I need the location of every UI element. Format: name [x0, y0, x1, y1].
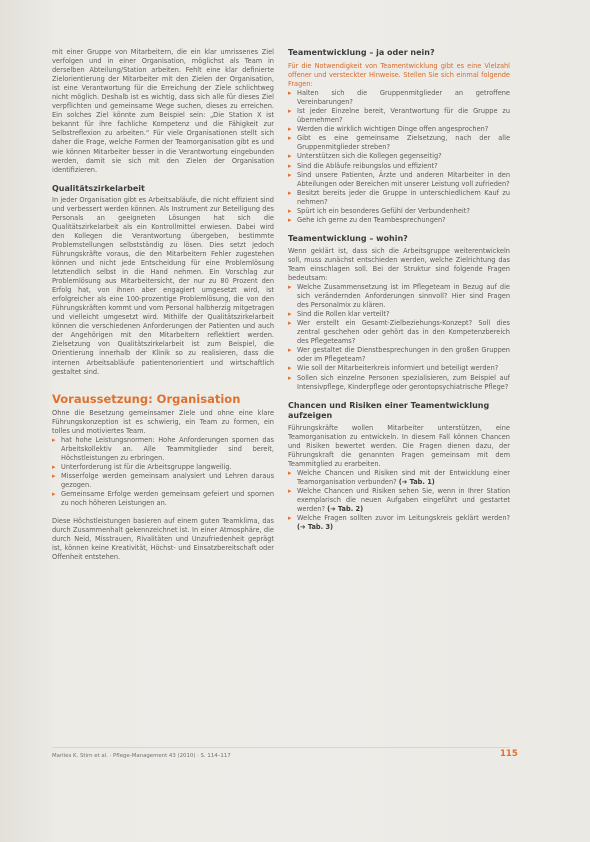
- chancen-bullet-list: [288, 469, 510, 532]
- list-item: ▸ Halten sich die Gruppenmitglieder an getroffene Vereinbarungen?: [288, 89, 510, 107]
- table-reference-1: (➔ Tab. 1): [398, 477, 435, 486]
- list-item: ▸ Welche Chancen und Risiken sehen Sie, wenn in Ihrer Station exemplarisch die neuen Aufgaben eingeführt und gestartet werden? (➔ Tab. 2): [288, 487, 510, 514]
- list-item: ▸ Wie soll der Mitarbeiterkreis informiert und beteiligt werden?: [288, 364, 510, 373]
- intro-paragraph: mit einer Gruppe von Mitarbeitern, die ein klar umrissenes Ziel verfolgen und in einer Organisation, möglichst als Team in derselben Abteilung/Station arbeiten. Fehlt eine klar definierte Zielorientierung der Mitarbeiter mit den Zielen der Organisation, ist eine Verantwortung für die Erreichung der Ziele schlichtweg nicht möglich. Deshalb ist es wichtig, dass sich alle für dieses Ziel verpflichten und gemeinsame Wege suchen, dieses zu erreichen. Ein solches Ziel könnte zum Beispiel sein: „Die Station X ist bekannt für ihre fachliche Kompetenz und die Fähigkeit zur Selbstreflexion zu arbeiten.“ Für viele Organisationen stellt sich daher die Frage, welche Formen der Teamorganisation gibt es und wie können Mitarbeiter besser in die Verantwortung eingebunden werden, damit sie sich mit den Zielen der Organisation identifizieren.: [52, 48, 274, 174]
- list-item: ▸ Gibt es eine gemeinsame Zielsetzung, nach der alle Gruppenmitglieder streben?: [288, 134, 510, 152]
- table-reference-3: (➔ Tab. 3): [297, 523, 334, 532]
- right-column: [288, 48, 510, 532]
- organisation-paragraph: Ohne die Besetzung gemeinsamer Ziele und ohne eine klare Führungskonzeption ist es schwierig, ein Team zu formen, ein tolles und motiviertes Team.: [52, 408, 274, 435]
- left-column: [52, 48, 274, 562]
- list-item: ▸ Sind die Abläufe reibungslos und effizient?: [288, 162, 510, 171]
- list-item: ▸ Spürt ich ein besonderes Gefühl der Verbundenheit?: [288, 207, 510, 216]
- teamklima-paragraph: Diese Höchstleistungen basieren auf einem guten Teamklima, das durch Zusammenhalt gekennzeichnet ist. In einer Atmosphäre, die durch Neid, Misstrauen, Rivalitäten und Unzufriedenheit geprägt ist, können keine Kreativität, Höchst- und Einsatzbereitschaft oder Offenheit entstehen.: [52, 517, 274, 562]
- heading-chancen-risiken: Chancen und Risiken einer Teamentwicklung aufzeigen: [288, 400, 490, 420]
- footer-citation: Marlies K. Stirn et al. · Pflege-Management 43 (2010) · S. 114–117: [52, 753, 231, 759]
- question-bullet-list: [288, 89, 510, 225]
- structure-bullet-list: [288, 283, 510, 392]
- wohin-paragraph: Wenn geklärt ist, dass sich die Arbeitsgruppe weiterentwickeln soll, muss zunächst entschieden werden, welche Zielrichtung das Team einschlagen soll. Bei der Struktur sind folgende Fragen bedeutsam:: [288, 246, 510, 282]
- team-bullet-list: [52, 436, 274, 508]
- list-item: ▸ Welche Chancen und Risiken sind mit der Entwicklung einer Teamorganisation verbunden? (➔ Tab. 1): [288, 469, 510, 487]
- list-item: ▸ Gehe ich gerne zu den Teambesprechungen?: [288, 216, 510, 225]
- list-item: ▸ hat hohe Leistungsnormen: Hohe Anforderungen spornen das Arbeitskollektiv an. Alle Teammitglieder sind bereit, Höchstleistungen zu erbringen.: [52, 436, 274, 463]
- qualitaetszirkel-paragraph: In jeder Organisation gibt es Arbeitsabläufe, die nicht effizient sind und verbessert werden können. Als Instrument zur Beteiligung des Personals an geeigneten Lösungen hat sich die Qualitätszirkelarbeit als ein Kontrollmittel erwiesen. Dabei wird den Kollegen die Verantwortung übergeben, bestimmte Problemstellungen selbstständig zu lösen. Dies setzt jedoch Führungskräfte voraus, die den Mitarbeitern Fehler zugestehen können und nicht jede Entscheidung für eine Problemlösung letztendlich selbst in die Hand nehmen. Ein Vorschlag zur Problemlösung aus Mitarbeitersicht, der nur zu 80 Prozent den Erfolg hat, von ihnen aber engagiert umgesetzt wird, ist erfolgreicher als eine 100-prozentige Problemlösung, die von den Führungskräften kommt und vom Personal halbherzig mitgetragen und vielleicht umgesetzt wird. Mithilfe der Qualitätszirkelarbeit können die verschiedenen Anforderungen der Patienten und auch der Angehörigen mit den Mitarbeitern reflektiert werden. Zielsetzung von Qualitätszirkelarbeit ist zum Beispiel, die Orientierung innerhalb der Klinik so zu realisieren, dass die internen Arbeitsabläufe patientenorientiert und wirtschaftlich gestaltet sind.: [52, 195, 274, 376]
- list-item: ▸ Sind die Rollen klar verteilt?: [288, 310, 510, 319]
- list-item: ▸ Sollen sich einzelne Personen spezialisieren, zum Beispiel auf Intensivpflege, Kinderpflege oder gerontopsychiatrische Pflege?: [288, 374, 510, 392]
- list-item: ▸ Unterforderung ist für die Arbeitsgruppe langweilig.: [52, 463, 274, 472]
- list-item: ▸ Sind unsere Patienten, Ärzte und anderen Mitarbeiter in den Abteilungen oder Bereichen mit unserer Leistung voll zufrieden?: [288, 171, 510, 189]
- lead-paragraph: Für die Notwendigkeit von Teamentwicklung gibt es eine Vielzahl offener und versteckter Hinweise. Stellen Sie sich einmal folgende Fragen:: [288, 62, 510, 89]
- heading-voraussetzung: Voraussetzung: Organisation: [52, 391, 241, 406]
- heading-teamentwicklung-ja-nein: Teamentwicklung – ja oder nein?: [288, 48, 435, 57]
- list-item: ▸ Unterstützen sich die Kollegen gegenseitig?: [288, 152, 510, 161]
- page-number: 115: [500, 749, 518, 759]
- list-item: ▸ Wer erstellt ein Gesamt-Zielbeziehungs-Konzept? Soll dies zentral geschehen oder gehört das in den Kompetenzbereich des Pflegeteams?: [288, 319, 510, 346]
- list-item: ▸ Welche Zusammensetzung ist im Pflegeteam in Bezug auf die sich verändernden Anforderungen sinnvoll? Hier sind Fragen des Personalmix zu klären.: [288, 283, 510, 310]
- list-item: ▸ Welche Fragen sollten zuvor im Leitungskreis geklärt werden? (➔ Tab. 3): [288, 514, 510, 532]
- list-item: ▸ Werden die wirklich wichtigen Dinge offen angesprochen?: [288, 125, 510, 134]
- heading-qualitaetszirkel: Qualitätszirkelarbeit: [52, 183, 145, 193]
- chancen-paragraph: Führungskräfte wollen Mitarbeiter unterstützen, eine Teamorganisation zu entwickeln. In diesem Fall können Chancen und Risiken bewertet werden. Die Fragen dienen dazu, der Führungskraft die genannten Fragen gemeinsam mit dem Teammitglied zu erarbeiten.: [288, 423, 510, 468]
- list-item: ▸ Ist jeder Einzelne bereit, Verantwortung für die Gruppe zu übernehmen?: [288, 107, 510, 125]
- table-reference-2: (➔ Tab. 2): [327, 505, 364, 514]
- list-item: ▸ Wer gestaltet die Dienstbesprechungen in den großen Gruppen oder im Pflegeteam?: [288, 346, 510, 364]
- list-item: ▸ Besitzt bereits jeder die Gruppe in unterschiedlichem Kauf zu nehmen?: [288, 189, 510, 207]
- heading-teamentwicklung-wohin: Teamentwicklung – wohin?: [288, 233, 408, 243]
- list-item: ▸ Gemeinsame Erfolge werden gemeinsam gefeiert und spornen zu noch höheren Leistungen an.: [52, 490, 274, 508]
- footer-divider: [52, 747, 510, 748]
- list-item: ▸ Misserfolge werden gemeinsam analysiert und Lehren daraus gezogen.: [52, 472, 274, 490]
